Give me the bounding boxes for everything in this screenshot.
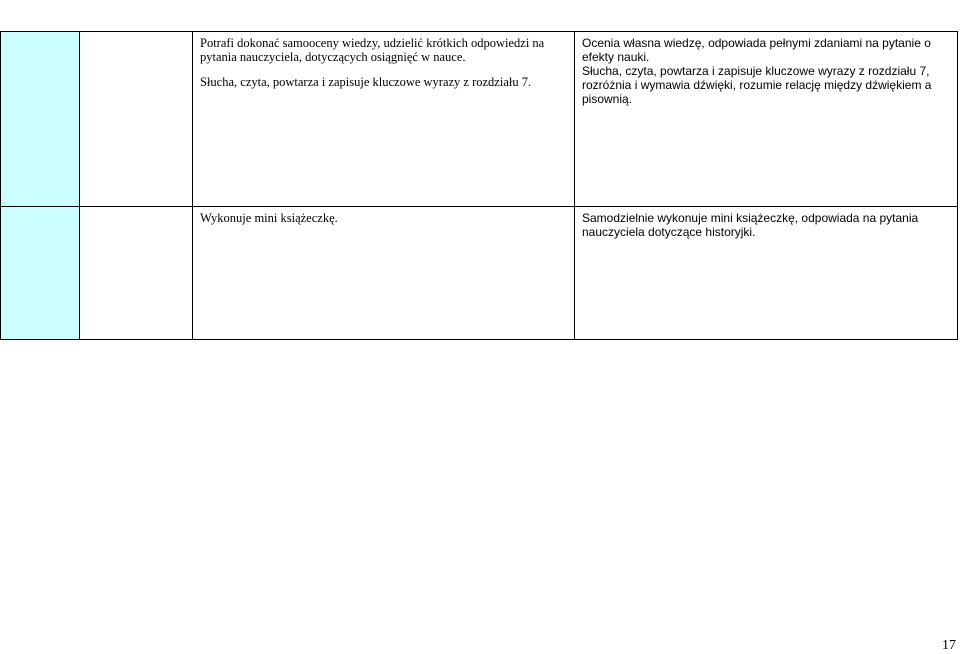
requirement-text: Potrafi dokonać samooceny wiedzy, udzielić krótkich odpowiedzi na pytania nauczyciela, dotyczących osiągnięć w nauce. (200, 36, 545, 64)
cell-content (575, 207, 957, 243)
basic-requirements-cell (193, 207, 575, 340)
cell-content (193, 207, 574, 229)
curriculum-table-wrapper (0, 31, 958, 339)
empty-column-cell (80, 32, 193, 207)
requirement-text: Samodzielnie wykonuje mini książeczkę, odpowiada na pytania nauczyciela dotyczące historyjki. (582, 211, 919, 239)
table-row (1, 32, 958, 207)
table-row (1, 207, 958, 340)
highlight-column-cell (1, 32, 80, 207)
requirement-text: Słucha, czyta, powtarza i zapisuje kluczowe wyrazy z rozdziału 7. (200, 75, 532, 89)
extended-requirements-cell (575, 32, 958, 207)
highlight-column-cell (1, 207, 80, 340)
cell-content (193, 32, 574, 93)
curriculum-table (0, 31, 958, 340)
requirement-text: Ocenia własna wiedzę, odpowiada pełnymi zdaniami na pytanie o efekty nauki. (582, 36, 931, 64)
extended-requirements-cell (575, 207, 958, 340)
requirement-text: Wykonuje mini książeczkę. (200, 211, 338, 225)
page-number: 17 (942, 638, 956, 653)
requirement-text: Słucha, czyta, powtarza i zapisuje kluczowe wyrazy z rozdziału 7, rozróżnia i wymawia dźwięki, rozumie relację między dźwiękiem a pisownią. (582, 64, 932, 106)
basic-requirements-cell (193, 32, 575, 207)
empty-column-cell (80, 207, 193, 340)
cell-content (575, 32, 957, 110)
